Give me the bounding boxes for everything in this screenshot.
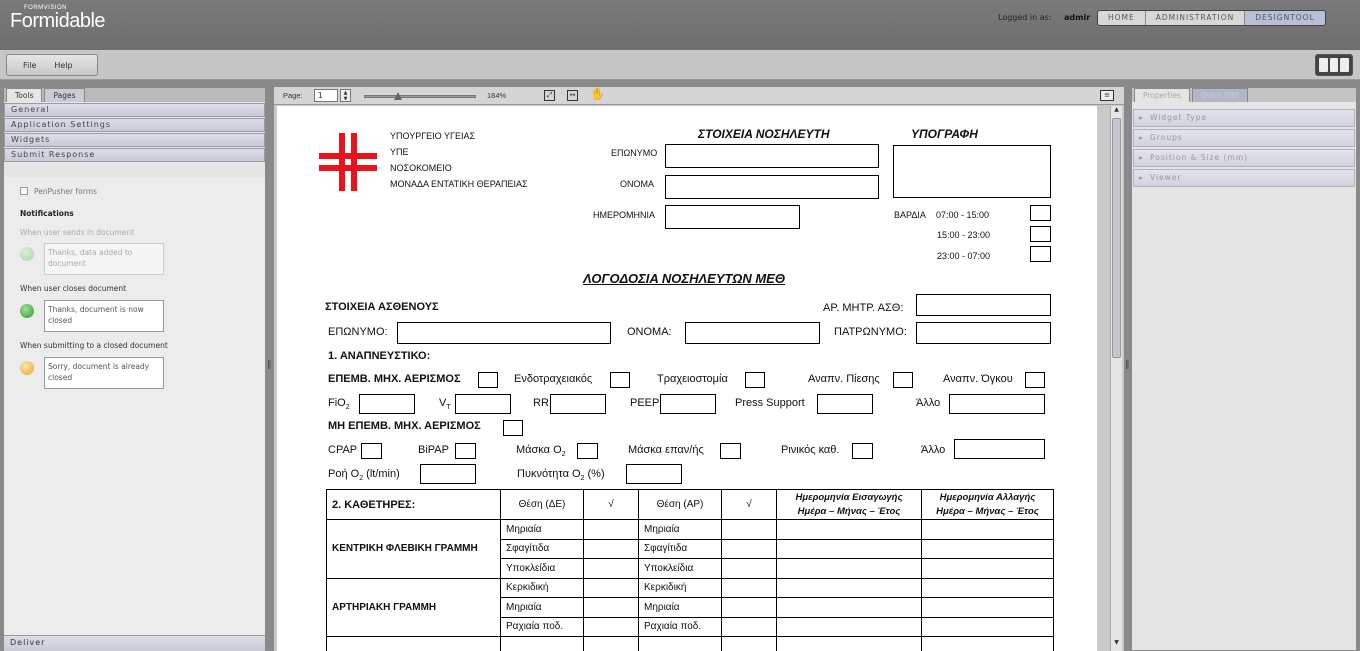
cell-position: Σφαγίτιδα — [639, 539, 722, 559]
cell-position: Κερκιδική — [501, 578, 584, 598]
o2-conc-field[interactable] — [626, 464, 682, 484]
scroll-thumb[interactable] — [1112, 118, 1121, 358]
nav-home[interactable]: HOME — [1098, 11, 1146, 25]
peep-label: PEEP — [630, 397, 660, 409]
shift-label: ΒΑΡΔΙΑ — [894, 210, 926, 220]
prop-position-size[interactable]: ▸ Position & Size (mm) — [1133, 149, 1355, 167]
shift-2-label: 15:00 - 23:00 — [937, 230, 991, 240]
properties-panel — [1131, 87, 1357, 651]
page-stepper-icon[interactable]: ▲ ▼ — [340, 89, 351, 102]
menu-bar — [0, 50, 1360, 80]
col-insertion-date: Ημερομηνία Εισαγωγής Ημέρα – Μήνας – Έτος — [777, 490, 922, 520]
catheters-table — [326, 489, 1054, 651]
cell-check[interactable] — [722, 539, 777, 559]
section-submit-response[interactable]: Submit Response — [4, 148, 265, 162]
rr-label: RR — [533, 397, 549, 409]
table-row — [327, 490, 1054, 520]
logged-in-label: Logged in as: — [998, 13, 1052, 22]
header-icu: ΜΟΝΑΔΑ ΕΝΤΑΤΙΚΗ ΘΕΡΑΠΕΙΑΣ — [390, 179, 528, 189]
nurse-surname-field[interactable] — [665, 144, 879, 168]
tracheostomy-checkbox[interactable] — [745, 372, 765, 388]
registry-field[interactable] — [916, 294, 1051, 316]
tracheostomy-label: Τραχειοστομία — [657, 373, 728, 385]
cell-check[interactable] — [722, 617, 777, 637]
table-row — [327, 520, 1054, 540]
form-main-title: ΛΟΓΟΔΟΣΙΑ ΝΟΣΗΛΕΥΤΩΝ ΜΕΘ — [583, 271, 785, 286]
cell-date[interactable] — [777, 539, 922, 559]
notifications-title: Notifications — [20, 209, 74, 218]
cell-position: Κερκιδική — [639, 578, 722, 598]
splitter-handle-icon[interactable]: ‖ — [1125, 360, 1130, 370]
header-ype: ΥΠΕ — [390, 147, 409, 157]
scroll-down-icon[interactable]: ▼ — [1114, 639, 1119, 646]
zoom-thumb[interactable] — [394, 92, 402, 100]
cell-check[interactable] — [722, 578, 777, 598]
tab-quick-edit[interactable]: Quick Edit — [1192, 88, 1248, 102]
notif-closed-message[interactable]: Sorry, document is already closed — [44, 357, 164, 389]
col-position-ar: Θέση (ΑΡ) — [639, 490, 722, 520]
cell-position: Σφαγίτιδα — [501, 539, 584, 559]
patient-father-label: ΠΑΤΡΩΝΥΜΟ: — [834, 326, 907, 338]
patient-title: ΣΤΟΙΧΕΙΑ ΑΣΘΕΝΟΥΣ — [325, 301, 439, 313]
penpusher-checkbox[interactable] — [20, 187, 28, 195]
patient-father-field[interactable] — [916, 322, 1051, 344]
table-row — [327, 637, 1054, 651]
cell-date[interactable] — [922, 559, 1054, 579]
header-hospital: ΝΟΣΟΚΟΜΕΙΟ — [390, 163, 452, 173]
shift-2-checkbox[interactable] — [1030, 226, 1051, 242]
prop-groups[interactable]: ▸ Groups — [1133, 129, 1355, 147]
submit-response-body — [4, 177, 265, 635]
fio2-field[interactable] — [359, 394, 415, 414]
noninvasive-checkbox[interactable] — [503, 420, 523, 436]
press-support-label: Press Support — [735, 397, 805, 409]
cell-position: Υποκλείδια — [639, 559, 722, 579]
other-field[interactable] — [949, 394, 1045, 414]
nav-designtool[interactable]: DESIGNTOOL — [1245, 11, 1324, 25]
vt-field[interactable] — [455, 394, 511, 414]
tools-tabs — [4, 88, 265, 102]
main-nav — [1097, 10, 1326, 26]
cell-position: Μηριαία — [501, 520, 584, 540]
section-deliver[interactable]: Deliver — [4, 635, 265, 651]
mask-o2-label: Μάσκα $O_2$ — [516, 444, 566, 459]
document-scrollbar[interactable] — [1110, 106, 1122, 651]
patient-name-label: ΟΝΟΜΑ: — [627, 326, 672, 338]
nurse-name-field[interactable] — [665, 175, 879, 199]
top-bar — [0, 0, 1360, 50]
endotracheal-checkbox[interactable] — [610, 372, 630, 388]
form-page — [277, 106, 1097, 651]
cell-position: Μηριαία — [639, 520, 722, 540]
registry-label: ΑΡ. ΜΗΤΡ. ΑΣΘ: — [823, 302, 904, 314]
header-ministry: ΥΠΟΥΡΓΕΙΟ ΥΓΕΙΑΣ — [390, 131, 476, 141]
tools-panel — [3, 87, 266, 651]
notif-close-label: When user closes document — [20, 284, 127, 293]
tab-tools[interactable]: Tools — [6, 88, 42, 102]
menu-file[interactable]: File — [23, 60, 37, 70]
prop-viewer[interactable]: ▸ Viewer — [1133, 169, 1355, 187]
shift-1-label: 07:00 - 15:00 — [936, 210, 990, 220]
properties-tabs — [1132, 88, 1356, 102]
col-change-date: Ημερομηνία Αλλαγής Ημέρα – Μήνας – Έτος — [922, 490, 1054, 520]
volume-vent-label: Αναπν. Όγκου — [943, 373, 1013, 385]
volume-vent-checkbox[interactable] — [1025, 372, 1045, 388]
date-label: ΗΜΕΡΟΜΗΝΙΑ — [593, 210, 656, 220]
other-label: Άλλο — [916, 397, 941, 409]
other-noninv-label: Άλλο — [921, 444, 946, 456]
nurse-name-label: ΟΝΟΜΑ — [620, 179, 655, 189]
nasal-checkbox[interactable] — [852, 443, 873, 459]
rr-field[interactable] — [550, 394, 606, 414]
cell-date[interactable] — [777, 617, 922, 637]
arterial-label: ΑΡΤΗΡΙΑΚΗ ΓΡΑΜΜΗ — [327, 578, 501, 637]
cell-check[interactable] — [722, 559, 777, 579]
tab-properties[interactable]: Properties — [1134, 88, 1190, 102]
logo: FORMVISION Formidable — [10, 5, 106, 32]
noninvasive-label: ΜΗ ΕΠΕΜΒ. ΜΗΧ. ΑΕΡΙΣΜΟΣ — [328, 420, 481, 432]
mask-o2-checkbox[interactable] — [577, 443, 598, 459]
cell-check[interactable] — [584, 617, 639, 637]
fit-page-icon[interactable]: ⤢ — [544, 90, 555, 101]
invasive-checkbox[interactable] — [478, 372, 498, 388]
o2-flow-label: Ροή $O_2$ (lt/min) — [328, 468, 400, 483]
peep-field[interactable] — [660, 394, 716, 414]
document-menu-icon[interactable]: ≡ — [1100, 90, 1114, 101]
cell-position: Μηριαία — [639, 598, 722, 618]
cell-check[interactable] — [722, 520, 777, 540]
cell-date[interactable] — [777, 578, 922, 598]
o2-flow-field[interactable] — [420, 464, 476, 484]
section-widgets[interactable]: Widgets — [4, 133, 265, 147]
fit-width-icon[interactable]: ↔ — [567, 90, 578, 101]
page-label: Page: — [283, 91, 303, 100]
cell-check[interactable] — [584, 559, 639, 579]
col-check-ar: √ — [722, 490, 777, 520]
cell-date[interactable] — [922, 520, 1054, 540]
col-check-de: √ — [584, 490, 639, 520]
menu-group — [6, 54, 98, 76]
shift-3-checkbox[interactable] — [1030, 246, 1051, 262]
cell-check[interactable] — [584, 598, 639, 618]
o2-conc-label: Πυκνότητα $O_2$ (%) — [517, 468, 605, 483]
shift-1-checkbox[interactable] — [1030, 205, 1051, 221]
patient-surname-field[interactable] — [397, 322, 611, 344]
rebreather-checkbox[interactable] — [720, 443, 741, 459]
splitter-handle-icon[interactable]: ‖ — [267, 360, 272, 370]
nav-administration[interactable]: ADMINISTRATION — [1146, 11, 1246, 25]
cell-check[interactable] — [584, 578, 639, 598]
cell-date[interactable] — [922, 578, 1054, 598]
menu-help[interactable]: Help — [54, 60, 73, 70]
signature-field[interactable] — [893, 145, 1051, 198]
username: admir — [1064, 13, 1091, 22]
cell-date[interactable] — [922, 617, 1054, 637]
cell-position: Ραχιαία ποδ. — [501, 617, 584, 637]
notif-closed-label: When submitting to a closed document — [20, 341, 168, 350]
cell-date[interactable] — [777, 520, 922, 540]
vt-label: $V_T$ — [439, 397, 451, 412]
green-light-icon[interactable] — [20, 247, 34, 261]
cell-date[interactable] — [922, 539, 1054, 559]
other-noninv-field[interactable] — [954, 439, 1045, 459]
cpap-label: CPAP — [328, 444, 358, 456]
bipap-label: BiPAP — [418, 444, 449, 456]
nurse-surname-label: ΕΠΩΝΥΜΟ — [611, 148, 658, 158]
bipap-checkbox[interactable] — [455, 443, 476, 459]
cell-position: Υποκλείδια — [501, 559, 584, 579]
cell-check[interactable] — [722, 598, 777, 618]
section-general[interactable]: General — [4, 103, 265, 117]
respiratory-title: 1. ΑΝΑΠΝΕΥΣΤΙΚΟ: — [328, 350, 431, 362]
tab-pages[interactable]: Pages — [44, 88, 84, 102]
catheters-title: 2. ΚΑΘΕΤΗΡΕΣ: — [327, 490, 501, 520]
document-toolbar — [274, 87, 1124, 105]
signature-title: ΥΠΟΓΡΑΦΗ — [911, 127, 978, 141]
cell-date[interactable] — [777, 559, 922, 579]
notif-send-label: When user sends in document — [20, 228, 135, 237]
cell-date[interactable] — [922, 598, 1054, 618]
zoom-value: 184% — [487, 91, 507, 100]
patient-surname-label: ΕΠΩΝΥΜΟ: — [328, 326, 388, 338]
nasal-label: Ρινικός καθ. — [781, 444, 840, 456]
patient-name-field[interactable] — [685, 322, 820, 344]
cell-position: Μηριαία — [501, 598, 584, 618]
notif-close-message[interactable]: Thanks, document is now closed — [44, 300, 164, 332]
cell-check[interactable] — [584, 539, 639, 559]
col-position-de: Θέση (ΔΕ) — [501, 490, 584, 520]
green-light-icon[interactable] — [20, 304, 34, 318]
layout-toggle-icon[interactable] — [1315, 54, 1353, 76]
press-support-field[interactable] — [817, 394, 873, 414]
prop-widget-type[interactable]: ▸ Widget Type — [1133, 109, 1355, 127]
document-panel — [274, 87, 1124, 651]
nurse-title: ΣΤΟΙΧΕΙΑ ΝΟΣΗΛΕΥΤΗ — [698, 127, 830, 141]
cpap-checkbox[interactable] — [361, 443, 382, 459]
orange-light-icon[interactable] — [20, 361, 34, 375]
penpusher-label: PenPusher forms — [34, 187, 97, 196]
notif-send-message[interactable]: Thanks, data added to document — [44, 243, 164, 275]
invasive-label: ΕΠΕΜΒ. ΜΗΧ. ΑΕΡΙΣΜΟΣ — [328, 373, 461, 385]
hand-tool-icon[interactable]: ✋ — [590, 87, 605, 101]
pressure-vent-checkbox[interactable] — [893, 372, 913, 388]
shift-3-label: 23:00 - 07:00 — [937, 251, 991, 261]
cell-date[interactable] — [777, 598, 922, 618]
endotracheal-label: Ενδοτραχειακός — [514, 373, 593, 385]
cvc-label: ΚΕΝΤΡΙΚΗ ΦΛΕΒΙΚΗ ΓΡΑΜΜΗ — [327, 520, 501, 579]
red-cross-logo — [319, 133, 377, 191]
date-field[interactable] — [665, 205, 800, 229]
fio2-label: FiO$_2$ — [328, 397, 350, 412]
zoom-slider[interactable] — [364, 95, 476, 98]
rebreather-label: Μάσκα επαν/ής — [628, 444, 704, 456]
page-input[interactable]: 1 — [314, 89, 338, 102]
table-row — [327, 578, 1054, 598]
cell-position: Ραχιαία ποδ. — [639, 617, 722, 637]
section-application-settings[interactable]: Application Settings — [4, 118, 265, 132]
scroll-up-icon[interactable]: ▲ — [1114, 106, 1119, 113]
pressure-vent-label: Αναπν. Πίεσης — [808, 373, 880, 385]
cell-check[interactable] — [584, 520, 639, 540]
